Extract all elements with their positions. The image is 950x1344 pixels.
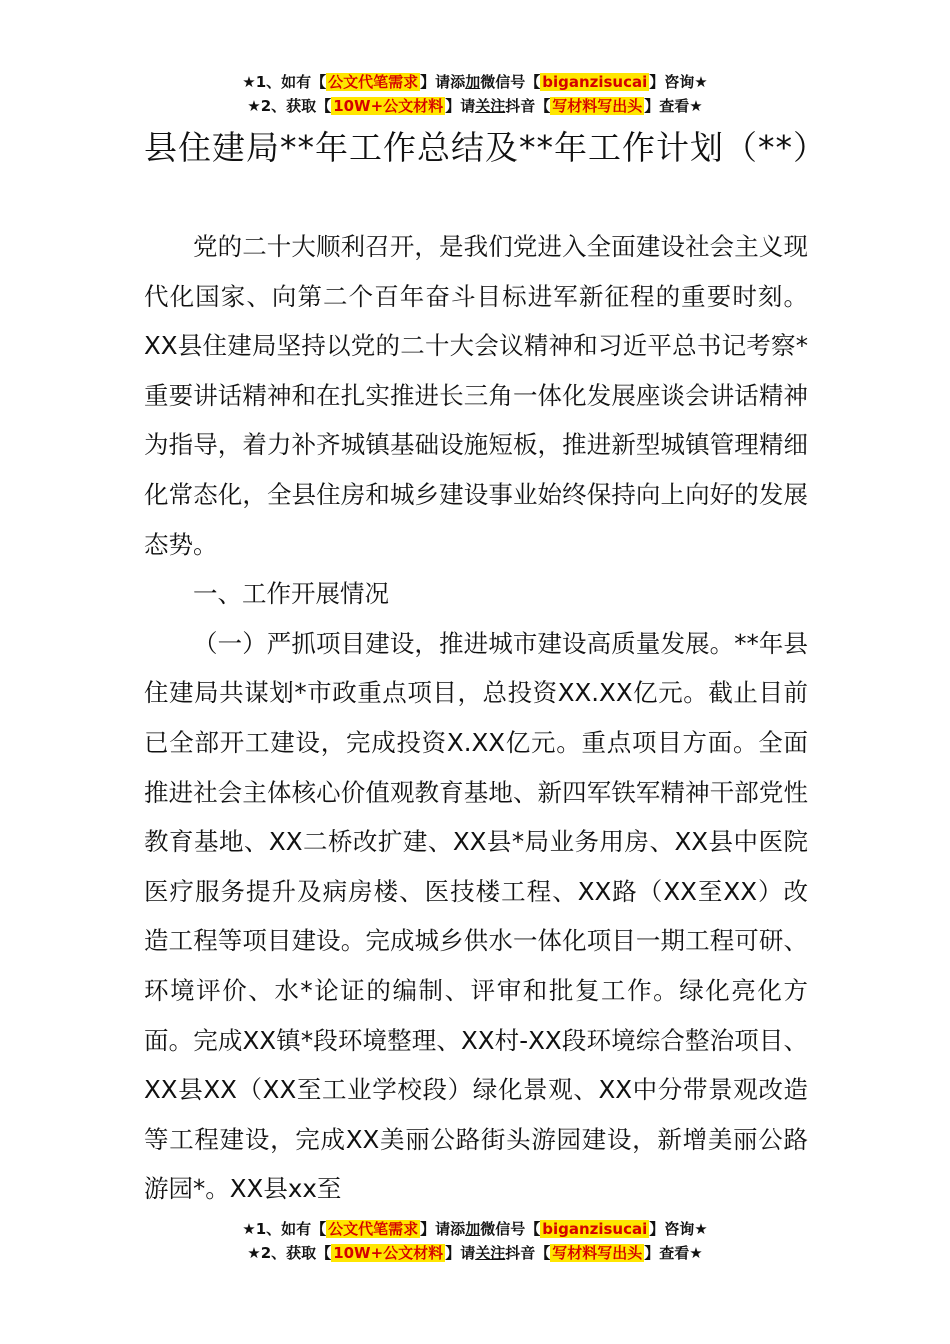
body-paragraph: （一）严抓项目建设，推进城市建设高质量发展。**年县住建局共谋划*市政重点项目，总投资XX.XX亿元。截止目前已全部开工建设，完成投资X.XX亿元。重点项目方面。全面推进社会主体核心价值观教育基地、新四军铁军精神干部党性教育基地、XX二桥改扩建、XX县*局业务用房、XX县中医院医疗服务提升及病房楼、医技楼工程、XX路（XX至XX）改造工程等项目建设。完成城乡供水一体化项目一期工程可研、环境评价、水*论证的编制、评审和批复工作。绿化亮化方面。完成XX镇*段环境整理、XX村-XX段环境综合整治项目、XX县XX（XX至工业学校段）绿化景观、XX中分带景观改造等工程建设，完成XX美丽公路街头游园建设，新增美丽公路游园*。XX县xx至	[144, 628, 808, 1204]
highlight-text: 10W+公文材料	[333, 1244, 444, 1262]
document-title: 县住建局**年工作总结及**年工作计划（**）	[144, 128, 827, 167]
banner-text: 微信号【	[480, 73, 541, 91]
banner-text: 】查看★	[644, 97, 703, 115]
douyin-account-highlight: 写材料写出头	[552, 1244, 643, 1262]
banner-text: 】请	[445, 97, 476, 115]
banner-line-1	[0, 70, 950, 94]
banner-text: 抖音【	[505, 97, 551, 115]
banner-text: 】请添	[420, 1220, 466, 1238]
wechat-id-highlight: biganzisucai	[542, 1220, 648, 1238]
wechat-id-highlight: biganzisucai	[542, 73, 648, 91]
banner-text: 微信号【	[480, 1220, 541, 1238]
section-heading: 一、工作开展情况	[193, 579, 389, 609]
banner-text: 】请	[445, 1244, 476, 1262]
underlined-text: 加	[465, 73, 481, 91]
banner-text: 】查看★	[644, 1244, 703, 1262]
banner-text: ★1、如有【	[242, 1220, 327, 1238]
highlight-text: 公文代笔需求	[328, 1220, 419, 1238]
banner-text: ★1、如有【	[242, 73, 327, 91]
underlined-text: 关注	[475, 97, 506, 115]
document-body	[144, 222, 808, 1214]
highlight-text: 10W+公文材料	[333, 97, 444, 115]
banner-text: 】咨询★	[649, 1220, 708, 1238]
banner-line-2	[0, 1241, 950, 1265]
highlight-text: 公文代笔需求	[328, 73, 419, 91]
underlined-text: 关注	[475, 1244, 506, 1262]
banner-text: ★2、获取【	[247, 97, 332, 115]
banner-text: 抖音【	[505, 1244, 551, 1262]
banner-text: 】请添	[420, 73, 466, 91]
underlined-text: 加	[465, 1220, 481, 1238]
banner-text: ★2、获取【	[247, 1244, 332, 1262]
banner-text: 】咨询★	[649, 73, 708, 91]
banner-line-1	[0, 1217, 950, 1241]
douyin-account-highlight: 写材料写出头	[552, 97, 643, 115]
intro-paragraph: 党的二十大顺利召开，是我们党进入全面建设社会主义现代化国家、向第二个百年奋斗目标进军新征程的重要时刻。XX县住建局坚持以党的二十大会议精神和习近平总书记考察*重要讲话精神和在扎实推进长三角一体化发展座谈会讲话精神为指导，着力补齐城镇基础设施短板，推进新型城镇管理精细化常态化，全县住房和城乡建设事业始终保持向上向好的发展态势。	[144, 232, 808, 559]
banner-line-2	[0, 94, 950, 118]
top-banner	[0, 70, 950, 118]
bottom-banner	[0, 1217, 950, 1265]
